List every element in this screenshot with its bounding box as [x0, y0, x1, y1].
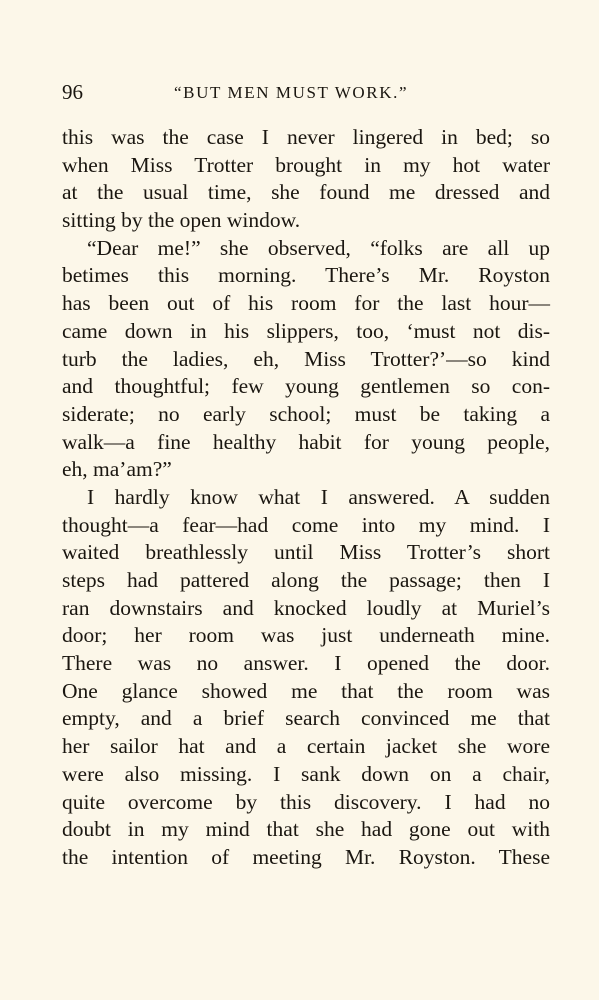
text-line: the intention of meeting Mr. Royston. These — [62, 844, 550, 869]
text-line: has been out of his room for the last hour— — [62, 291, 550, 316]
body-text — [62, 124, 550, 872]
text-line: quite overcome by this discovery. I had no — [62, 789, 550, 814]
text-line: her sailor hat and a certain jacket she wore — [62, 734, 550, 759]
text-line: One glance showed me that the room was — [62, 678, 550, 703]
text-line: walk—a fine healthy habit for young people, — [62, 429, 550, 454]
text-line: ran downstairs and knocked loudly at Muriel’s — [62, 595, 550, 620]
text-line: empty, and a brief search convinced me that — [62, 706, 550, 731]
text-line: door; her room was just underneath mine. — [62, 623, 550, 648]
text-line: betimes this morning. There’s Mr. Royston — [62, 263, 550, 288]
text-line: doubt in my mind that she had gone out with — [62, 817, 550, 842]
text-line: “Dear me!” she observed, “folks are all up — [87, 235, 550, 260]
running-title: “BUT MEN MUST WORK.” — [174, 83, 409, 102]
text-line: when Miss Trotter brought in my hot water — [62, 152, 550, 177]
text-line: were also missing. I sank down on a chair, — [62, 761, 550, 786]
text-line: came down in his slippers, too, ‘must not dis- — [62, 318, 550, 343]
page-header — [62, 80, 550, 110]
text-line: at the usual time, she found me dressed and — [62, 180, 550, 205]
text-line: thought—a fear—had come into my mind. I — [62, 512, 550, 537]
text-line: sitting by the open window. — [62, 208, 301, 233]
page-number: 96 — [62, 80, 83, 104]
text-line: I hardly know what I answered. A sudden — [87, 484, 550, 509]
text-line: turb the ladies, eh, Miss Trotter?’—so kind — [62, 346, 550, 371]
text-line: There was no answer. I opened the door. — [62, 651, 550, 676]
text-line: waited breathlessly until Miss Trotter’s short — [62, 540, 550, 565]
text-line: siderate; no early school; must be taking a — [62, 401, 550, 426]
text-line: this was the case I never lingered in bed; so — [62, 125, 550, 149]
text-line: and thoughtful; few young gentlemen so con- — [62, 374, 550, 399]
text-line: eh, ma’am?” — [62, 457, 172, 482]
text-line: steps had pattered along the passage; then I — [62, 568, 550, 592]
